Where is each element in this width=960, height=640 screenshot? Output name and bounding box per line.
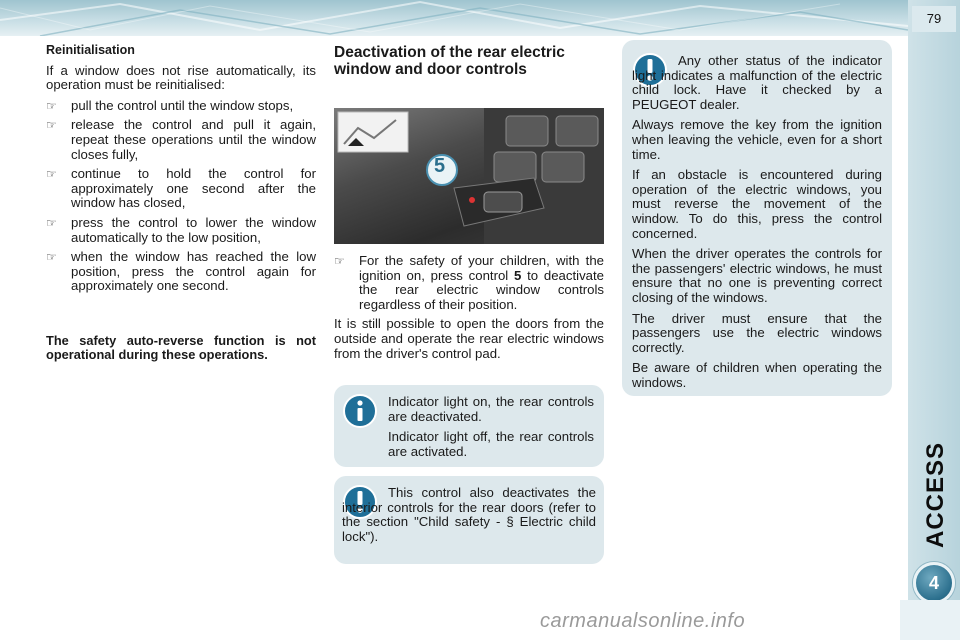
info-icon (342, 393, 378, 429)
reinitialisation-steps (46, 99, 316, 294)
header-pattern (0, 0, 908, 36)
section-tab-label (916, 440, 956, 550)
driver-controls-paragraph: When the driver operates the controls for the passengers' electric windows, he must ensure that no one is preventing correct closing of the windows. (632, 246, 882, 305)
pointing-hand-icon: ☞ (46, 250, 57, 265)
section-heading: Deactivation of the rear electric window and door controls (334, 44, 565, 78)
passengers-paragraph: The driver must ensure that the passengers use the electric windows correctly. (632, 310, 882, 355)
middle-column (334, 44, 604, 367)
chapter-badge: 4 (913, 562, 955, 604)
left-column (46, 43, 316, 362)
indicator-off-text: Indicator light off, the rear controls are activated. (388, 429, 594, 459)
warning-paragraphs (632, 54, 882, 396)
pointing-hand-icon: ☞ (46, 118, 57, 133)
info-box (334, 385, 604, 467)
info-text (388, 395, 594, 465)
reinitialisation-heading: Reinitialisation (46, 43, 135, 57)
pointing-hand-icon: ☞ (334, 254, 345, 268)
corner-decoration (900, 600, 960, 640)
reinitialisation-intro: If a window does not rise automatically, its operation must be reinitialised: (46, 62, 316, 93)
list-item: ☞ continue to hold the control for approximately one second after the window has closed, (46, 166, 316, 211)
children-paragraph: Be aware of children when operating the windows. (632, 360, 882, 390)
deactivation-paragraph: It is still possible to open the doors from the outside and operate the rear electric windows from the driver's control pad. (334, 316, 604, 361)
list-item: ☞ For the safety of your children, with the ignition on, press control 5 to deactivate the rear electric window controls regardless of their position. (334, 253, 604, 312)
page-number: 79 (912, 6, 956, 32)
photo-callout-5: 5 (434, 155, 446, 177)
malfunction-paragraph: Any other status of the indicator light indicates a malfunction of the electric child lock. Have it checked by a PEUGEOT dealer. (632, 53, 882, 112)
pointing-hand-icon: ☞ (46, 215, 57, 230)
section-title: ACCESS (922, 441, 949, 549)
safety-note: The safety auto-reverse function is not operational during these operations. (46, 332, 316, 362)
list-item: ☞ release the control and pull it again, repeat these operations until the window closes fully, (46, 117, 316, 162)
door-control-illustration (334, 108, 604, 244)
warning-text (342, 486, 596, 550)
watermark: carmanualsonline.info (540, 610, 746, 632)
list-item: ☞ press the control to lower the window automatically to the low position, (46, 214, 316, 245)
child-lock-note: This control also deactivates the interior controls for the rear doors (refer to the section "Child safety - § Electric child lock"). (342, 485, 596, 544)
pointing-hand-icon: ☞ (46, 98, 57, 113)
warning-box-child-lock (334, 476, 604, 564)
obstacle-paragraph: If an obstacle is encountered during operation of the electric windows, you must reverse the movement of the window. To do this, press the control concerned. (632, 167, 882, 241)
deactivation-steps (334, 254, 604, 312)
list-item: ☞ pull the control until the window stops, (46, 97, 294, 113)
key-paragraph: Always remove the key from the ignition when leaving the vehicle, even for a short time. (632, 117, 882, 162)
list-item: ☞ when the window has reached the low position, press the control again for approximately one second. (46, 249, 316, 294)
pointing-hand-icon: ☞ (46, 167, 57, 182)
header-band (0, 0, 908, 36)
door-control-photo (334, 108, 604, 244)
warning-box-safety (622, 40, 892, 396)
indicator-on-text: Indicator light on, the rear controls are deactivated. (388, 394, 594, 424)
